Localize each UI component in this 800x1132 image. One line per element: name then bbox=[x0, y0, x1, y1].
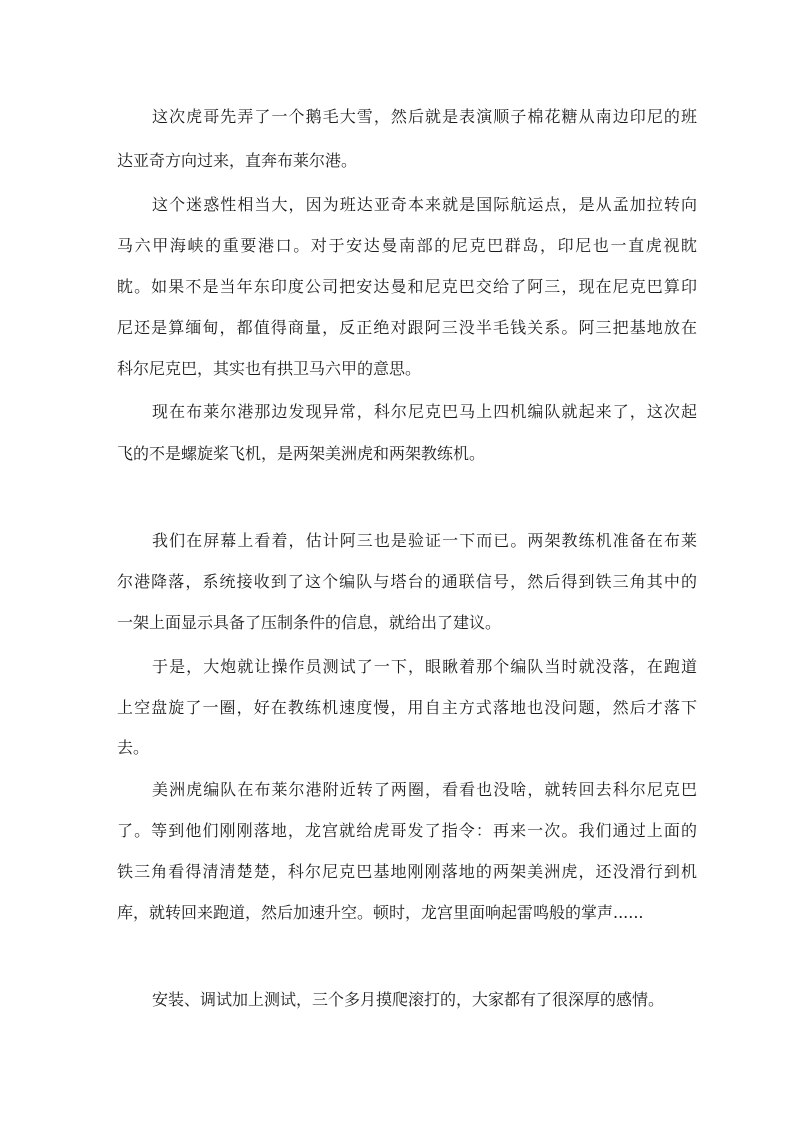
text-line: 一架上面显示具备了压制条件的信息，就给出了建议。 bbox=[117, 613, 502, 632]
text-line: 安装、调试加上测试，三个多月摸爬滚打的，大家都有了很深厚的感情。 bbox=[152, 990, 665, 1009]
text-line: 尼还是算缅甸，都值得商量，反正绝对跟阿三没半毛钱关系。阿三把基地放在 bbox=[117, 318, 697, 337]
text-line: 飞的不是螺旋桨飞机，是两架美洲虎和两架教练机。 bbox=[117, 444, 486, 463]
text-line: 尔港降落，系统接收到了这个编队与塔台的通联信号，然后得到铁三角其中的 bbox=[117, 572, 697, 591]
text-line: 科尔尼克巴，其实也有拱卫马六甲的意思。 bbox=[117, 359, 422, 378]
text-line: 现在布莱尔港那边发现异常，科尔尼克巴马上四机编队就起来了，这次起 bbox=[152, 402, 697, 421]
text-line: 铁三角看得清清楚楚，科尔尼克巴基地刚刚落地的两架美洲虎，还没滑行到机 bbox=[117, 862, 697, 881]
text-line: 马六甲海峡的重要港口。对于安达曼南部的尼克巴群岛，印尼也一直虎视眈 bbox=[117, 236, 697, 255]
text-line: 美洲虎编队在布莱尔港附近转了两圈，看看也没啥，就转回去科尔尼克巴 bbox=[152, 780, 697, 799]
text-line: 这次虎哥先弄了一个鹅毛大雪，然后就是表演顺子棉花糖从南边印尼的班 bbox=[152, 107, 697, 126]
text-line: 眈。如果不是当年东印度公司把安达曼和尼克巴交给了阿三，现在尼克巴算印 bbox=[117, 277, 697, 296]
text-line: 去。 bbox=[117, 738, 150, 757]
text-line: 上空盘旋了一圈，好在教练机速度慢，用自主方式落地也没问题，然后才落下 bbox=[117, 698, 697, 717]
text-line: 这个迷惑性相当大，因为班达亚奇本来就是国际航运点，是从孟加拉转向 bbox=[152, 195, 697, 214]
text-line: 我们在屏幕上看着，估计阿三也是验证一下而已。两架教练机准备在布莱 bbox=[152, 531, 697, 550]
text-line: 库，就转回来跑道，然后加速升空。顿时，龙宫里面响起雷鸣般的掌声...... bbox=[117, 903, 644, 922]
text-line: 达亚奇方向过来，直奔布莱尔港。 bbox=[117, 151, 358, 170]
text-line: 了。等到他们刚刚落地，龙宫就给虎哥发了指令：再来一次。我们通过上面的 bbox=[117, 821, 697, 840]
text-line: 于是，大炮就让操作员测试了一下，眼瞅着那个编队当时就没落，在跑道 bbox=[152, 657, 697, 676]
